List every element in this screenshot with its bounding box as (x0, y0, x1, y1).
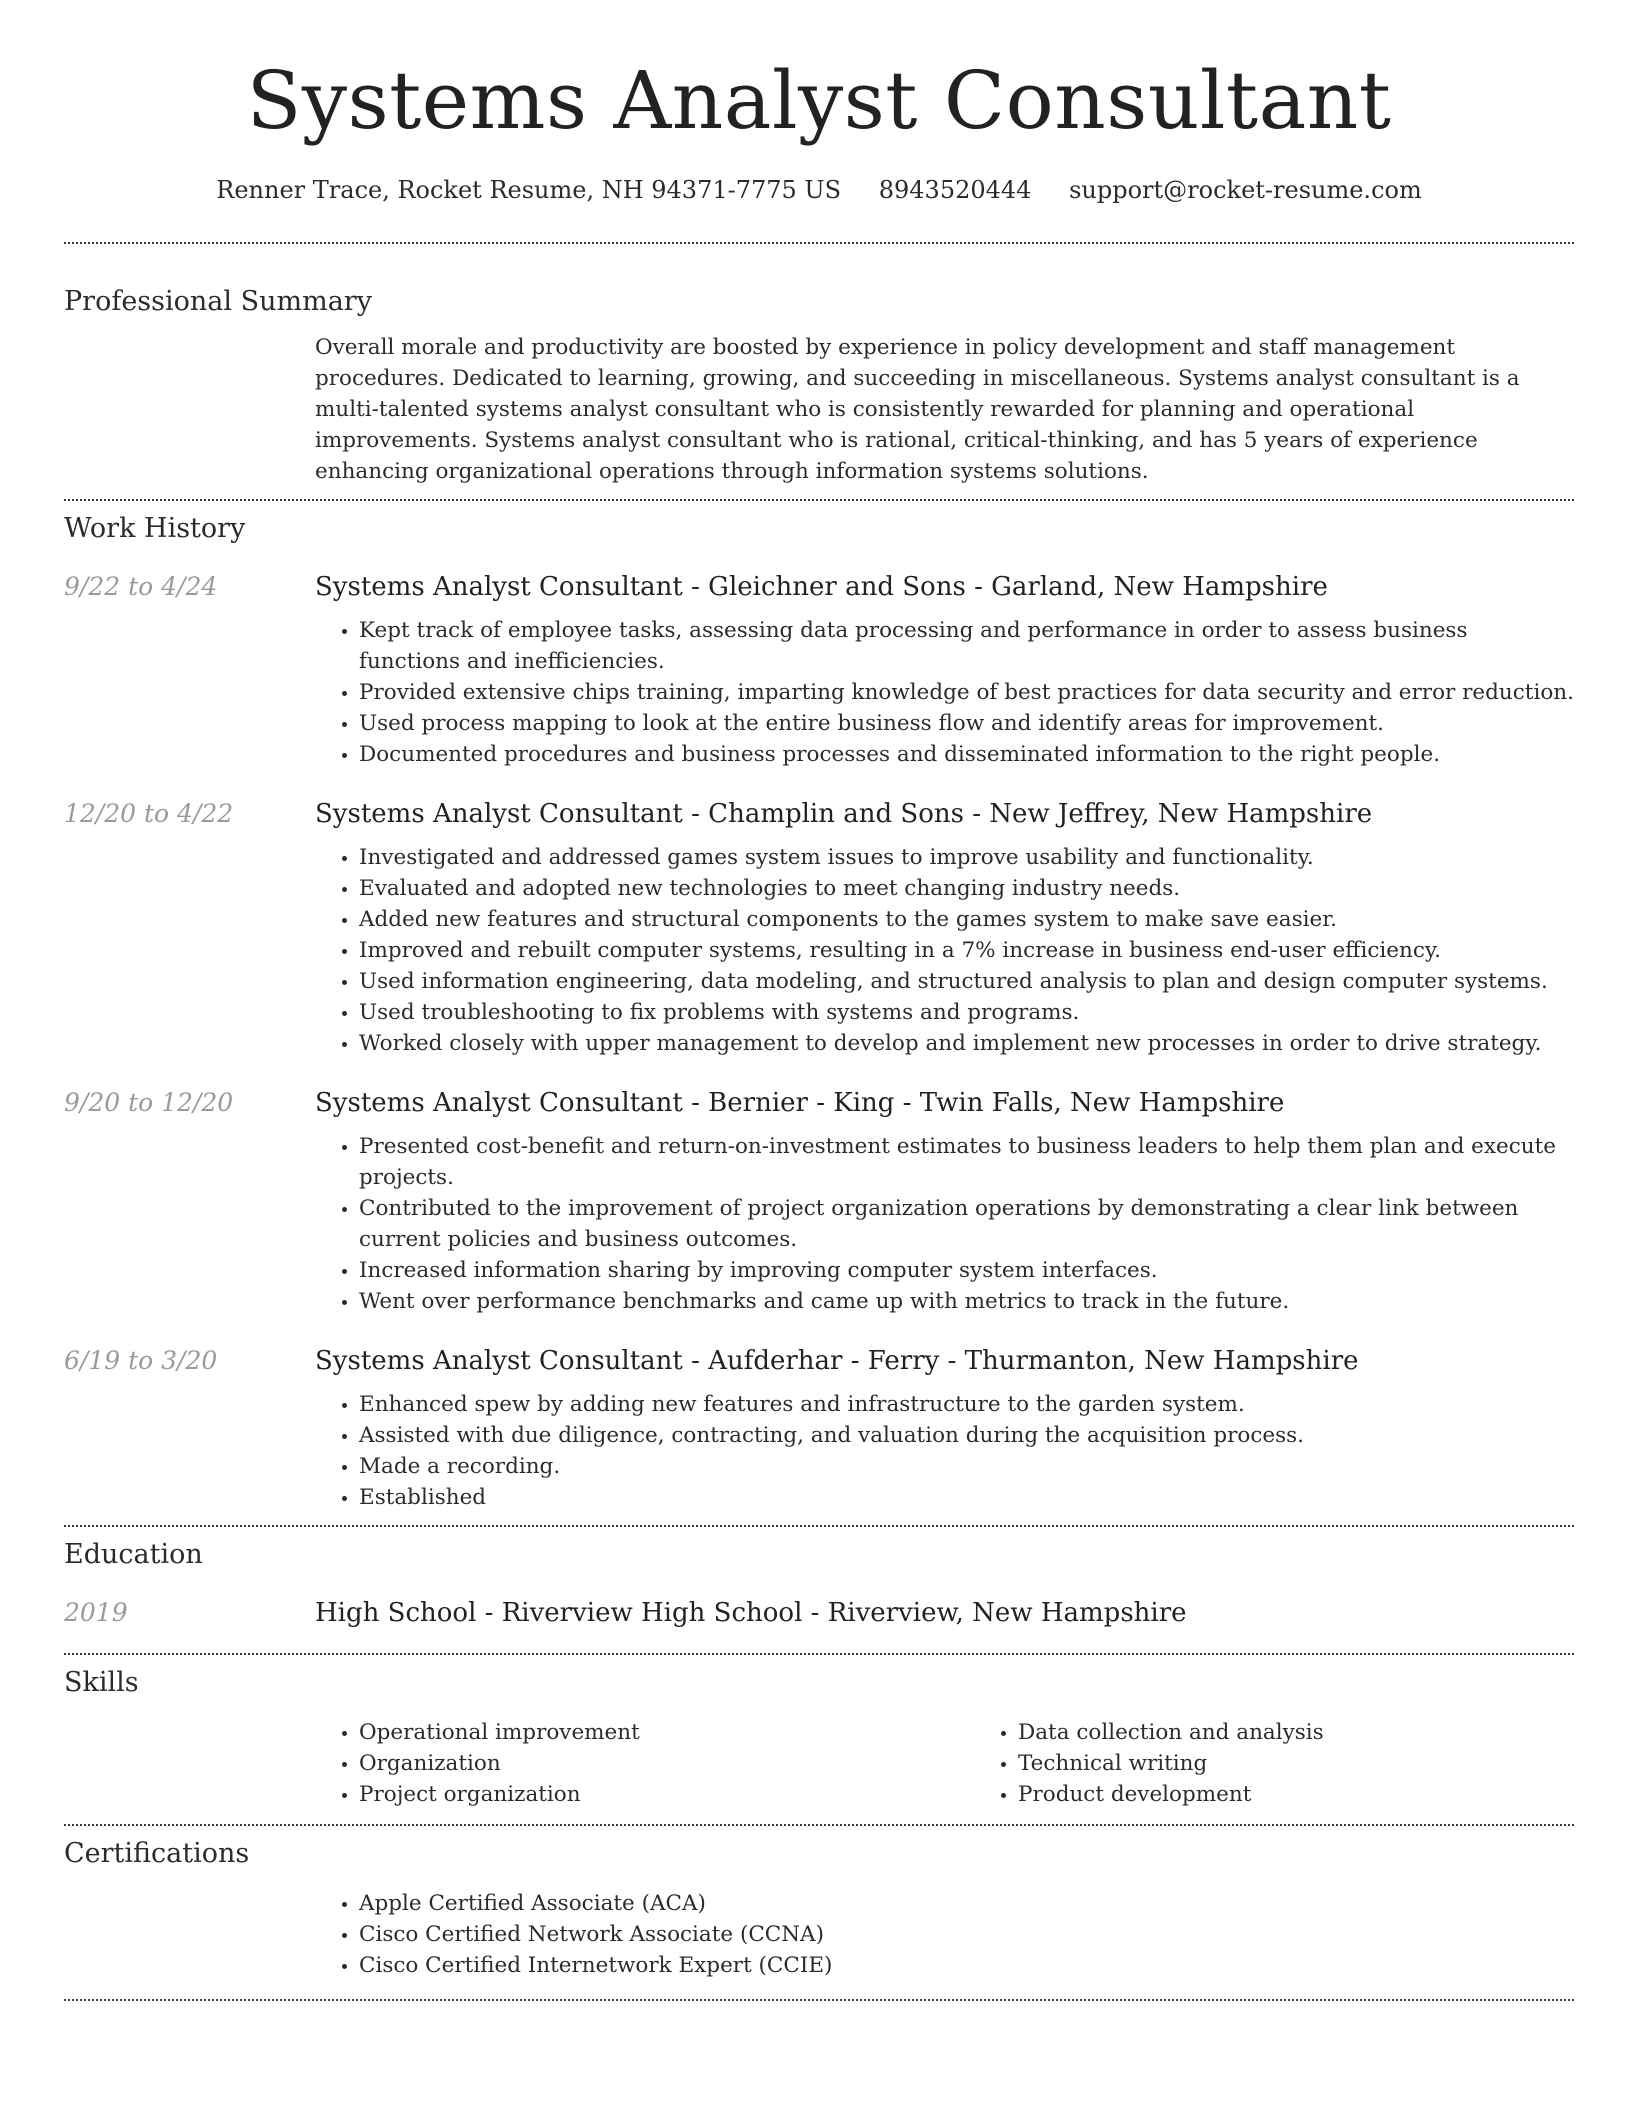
list-item: • Worked closely with upper management to develop and implement new processes in order to drive strategy. (359, 1028, 1574, 1059)
summary-text: Overall morale and productivity are boosted by experience in policy development and staff management procedures. Dedicated to learning, growing, and succeeding in miscellaneous. Systems analyst consultant is a multi-talented systems analyst consultant who is consistently rewarded for planning and operational improvements. Systems analyst consultant who is rational, critical-thinking, and has 5 years of experience enhancing organizational operations through information systems solutions. (315, 335, 1520, 484)
skill-item: • Technical writing (1018, 1748, 1632, 1779)
list-item: • Used information engineering, data modeling, and structured analysis to plan and design computer systems. (359, 966, 1574, 997)
list-item: • Increased information sharing by improving computer system interfaces. (359, 1255, 1574, 1286)
list-item: • Used process mapping to look at the entire business flow and identify areas for improvement. (359, 708, 1574, 739)
certification-item: • Apple Certified Associate (ACA) (359, 1888, 1574, 1919)
summary-section (64, 284, 1574, 487)
skill-item: • Product development (1018, 1779, 1632, 1810)
candidate-name: Systems Analyst Consultant (246, 54, 1392, 147)
skill-item: • Data collection and analysis (1018, 1717, 1632, 1748)
list-item: • Went over performance benchmarks and came up with metrics to track in the future. (359, 1286, 1574, 1317)
education-section (64, 1537, 1574, 1631)
job-bullets (315, 1131, 1574, 1317)
section-title-skills: Skills (64, 1667, 139, 1698)
divider (64, 1653, 1574, 1655)
work-history-section (64, 511, 1574, 1513)
divider (64, 1999, 1574, 2001)
contact-address: Renner Trace, Rocket Resume, NH 94371-7775 US (216, 176, 842, 204)
contact-email: support@rocket-resume.com (1069, 176, 1422, 204)
job-entry (64, 1085, 1574, 1317)
list-item: • Enhanced spew by adding new features and infrastructure to the garden system. (359, 1389, 1574, 1420)
list-item: • Kept track of employee tasks, assessing data processing and performance in order to assess business functions and inefficiencies. (359, 615, 1574, 677)
section-title-education: Education (64, 1539, 203, 1570)
job-heading: Systems Analyst Consultant - Bernier - King - Twin Falls, New Hampshire (315, 1088, 1285, 1118)
job-bullets (315, 1389, 1574, 1513)
divider (64, 1525, 1574, 1527)
job-heading: Systems Analyst Consultant - Champlin and Sons - New Jeffrey, New Hampshire (315, 799, 1373, 829)
list-item: • Provided extensive chips training, imparting knowledge of best practices for data security and error reduction. (359, 677, 1574, 708)
job-entry (64, 1343, 1574, 1513)
section-title-summary: Professional Summary (64, 286, 372, 317)
section-title-certifications: Certifications (64, 1838, 250, 1869)
job-dates: 9/20 to 12/20 (64, 1088, 234, 1117)
education-entry (64, 1595, 1574, 1631)
list-item: • Made a recording. (359, 1451, 1574, 1482)
skills-section (64, 1665, 1574, 1810)
section-title-work-history: Work History (64, 513, 246, 544)
job-bullets (315, 615, 1574, 770)
list-item: • Contributed to the improvement of project organization operations by demonstrating a clear link between current policies and business outcomes. (359, 1193, 1574, 1255)
divider (64, 499, 1574, 501)
job-bullets (315, 842, 1574, 1059)
skill-item: • Operational improvement (359, 1717, 974, 1748)
contact-phone: 8943520444 (878, 176, 1032, 204)
list-item: • Assisted with due diligence, contracting, and valuation during the acquisition process. (359, 1420, 1574, 1451)
job-dates: 12/20 to 4/22 (64, 799, 234, 828)
skill-item: • Project organization (359, 1779, 974, 1810)
skills-list-right (974, 1717, 1632, 1810)
list-item: • Improved and rebuilt computer systems, resulting in a 7% increase in business end-user efficiency. (359, 935, 1574, 966)
list-item: • Added new features and structural components to the games system to make save easier. (359, 904, 1574, 935)
skills-list-left (315, 1717, 974, 1810)
education-year: 2019 (64, 1598, 128, 1627)
certifications-list (315, 1888, 1574, 1981)
divider (64, 1824, 1574, 1826)
list-item: • Investigated and addressed games system issues to improve usability and functionality. (359, 842, 1574, 873)
job-dates: 6/19 to 3/20 (64, 1346, 218, 1375)
list-item: • Presented cost-benefit and return-on-investment estimates to business leaders to help them plan and execute projects. (359, 1131, 1574, 1193)
certification-item: • Cisco Certified Internetwork Expert (CCIE) (359, 1950, 1574, 1981)
certification-item: • Cisco Certified Network Associate (CCNA) (359, 1919, 1574, 1950)
skill-item: • Organization (359, 1748, 974, 1779)
list-item: • Evaluated and adopted new technologies to meet changing industry needs. (359, 873, 1574, 904)
list-item: • Used troubleshooting to fix problems with systems and programs. (359, 997, 1574, 1028)
certifications-section (64, 1836, 1574, 1981)
divider (64, 242, 1574, 244)
resume-page (64, 0, 1574, 2001)
contact-line (64, 172, 1574, 208)
job-heading: Systems Analyst Consultant - Gleichner and Sons - Garland, New Hampshire (315, 572, 1328, 602)
job-heading: Systems Analyst Consultant - Aufderhar - Ferry - Thurmanton, New Hampshire (315, 1346, 1359, 1376)
job-entry (64, 796, 1574, 1059)
job-dates: 9/22 to 4/24 (64, 572, 218, 601)
list-item: • Documented procedures and business processes and disseminated information to the right people. (359, 739, 1574, 770)
job-entry (64, 569, 1574, 770)
education-heading: High School - Riverview High School - Riverview, New Hampshire (315, 1598, 1187, 1628)
list-item: • Established (359, 1482, 1574, 1513)
